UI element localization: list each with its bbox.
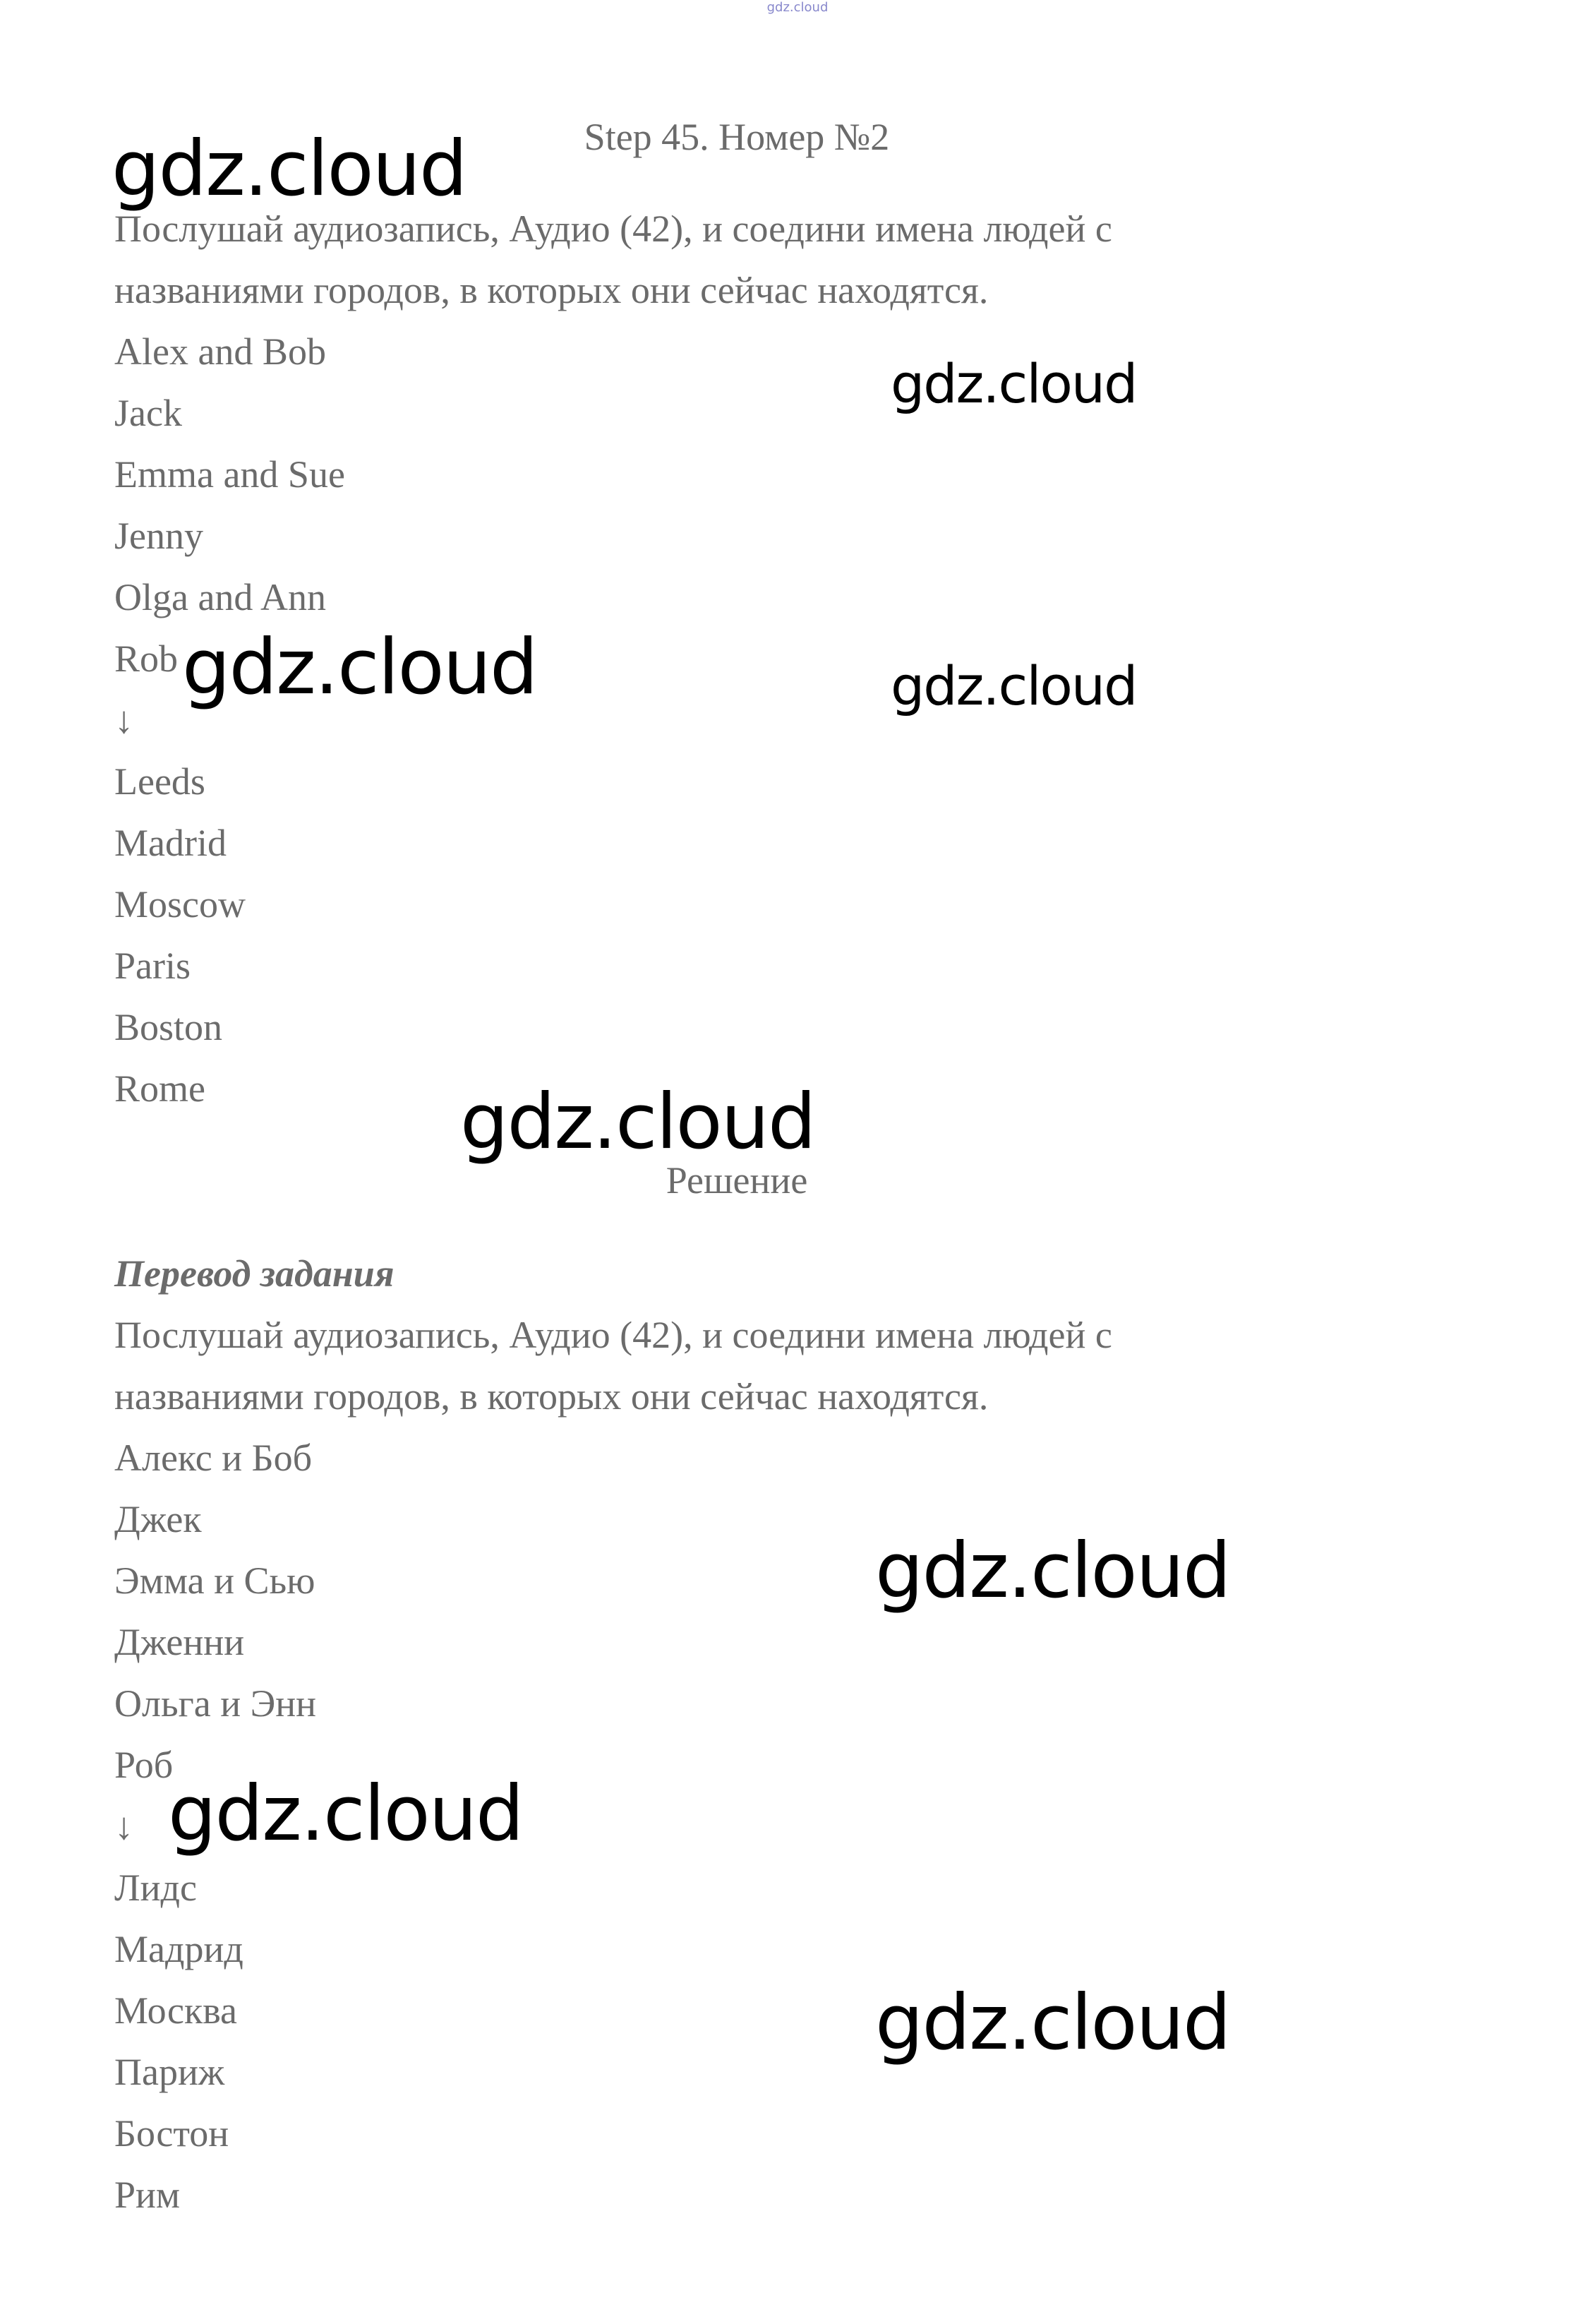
translation-heading: Перевод задания [114, 1252, 395, 1295]
translated-name-item: Алекс и Боб [114, 1437, 313, 1479]
watermark: gdz.cloud [460, 1078, 815, 1166]
watermark: gdz.cloud [891, 654, 1137, 717]
task-instruction-line-1: Послушай аудиозапись, Аудио (42), и соедини имена людей с [114, 208, 1112, 250]
name-item: Jenny [114, 515, 203, 557]
watermark: gdz.cloud [875, 1527, 1230, 1615]
translated-name-item: Роб [114, 1744, 174, 1786]
city-item: Boston [114, 1006, 223, 1048]
top-watermark: gdz.cloud [766, 0, 829, 15]
city-item: Leeds [114, 760, 205, 803]
name-item: Olga and Ann [114, 576, 326, 618]
solution-label: Решение [666, 1159, 808, 1202]
watermark: gdz.cloud [891, 352, 1137, 415]
page-title: Step 45. Номер №2 [584, 116, 890, 158]
translated-name-item: Эмма и Сью [114, 1559, 315, 1602]
city-item: Moscow [114, 883, 246, 926]
watermark: gdz.cloud [875, 1979, 1230, 2067]
translated-city-item: Париж [114, 2051, 225, 2093]
watermark: gdz.cloud [168, 1770, 523, 1858]
arrow-down-icon: ↓ [114, 1805, 133, 1847]
city-item: Paris [114, 945, 191, 987]
city-item: Rome [114, 1067, 205, 1110]
watermark: gdz.cloud [182, 623, 537, 712]
translated-city-item: Бостон [114, 2112, 229, 2155]
translation-instruction-line-1: Послушай аудиозапись, Аудио (42), и соедини имена людей с [114, 1314, 1112, 1356]
name-item: Jack [114, 392, 182, 434]
translation-instruction-line-2: названиями городов, в которых они сейчас находятся. [114, 1375, 989, 1418]
arrow-down-icon: ↓ [114, 699, 133, 741]
translated-name-item: Джек [114, 1498, 202, 1540]
name-item: Emma and Sue [114, 453, 345, 496]
city-item: Madrid [114, 822, 227, 864]
watermark: gdz.cloud [112, 125, 467, 213]
translated-city-item: Лидс [114, 1867, 197, 1909]
task-instruction-line-2: названиями городов, в которых они сейчас находятся. [114, 269, 989, 311]
translated-city-item: Москва [114, 1989, 237, 2032]
name-item: Alex and Bob [114, 330, 326, 373]
translated-city-item: Мадрид [114, 1928, 243, 1970]
translated-name-item: Дженни [114, 1621, 245, 1663]
name-item: Rob [114, 637, 179, 680]
translated-city-item: Рим [114, 2174, 181, 2216]
translated-name-item: Ольга и Энн [114, 1682, 317, 1725]
